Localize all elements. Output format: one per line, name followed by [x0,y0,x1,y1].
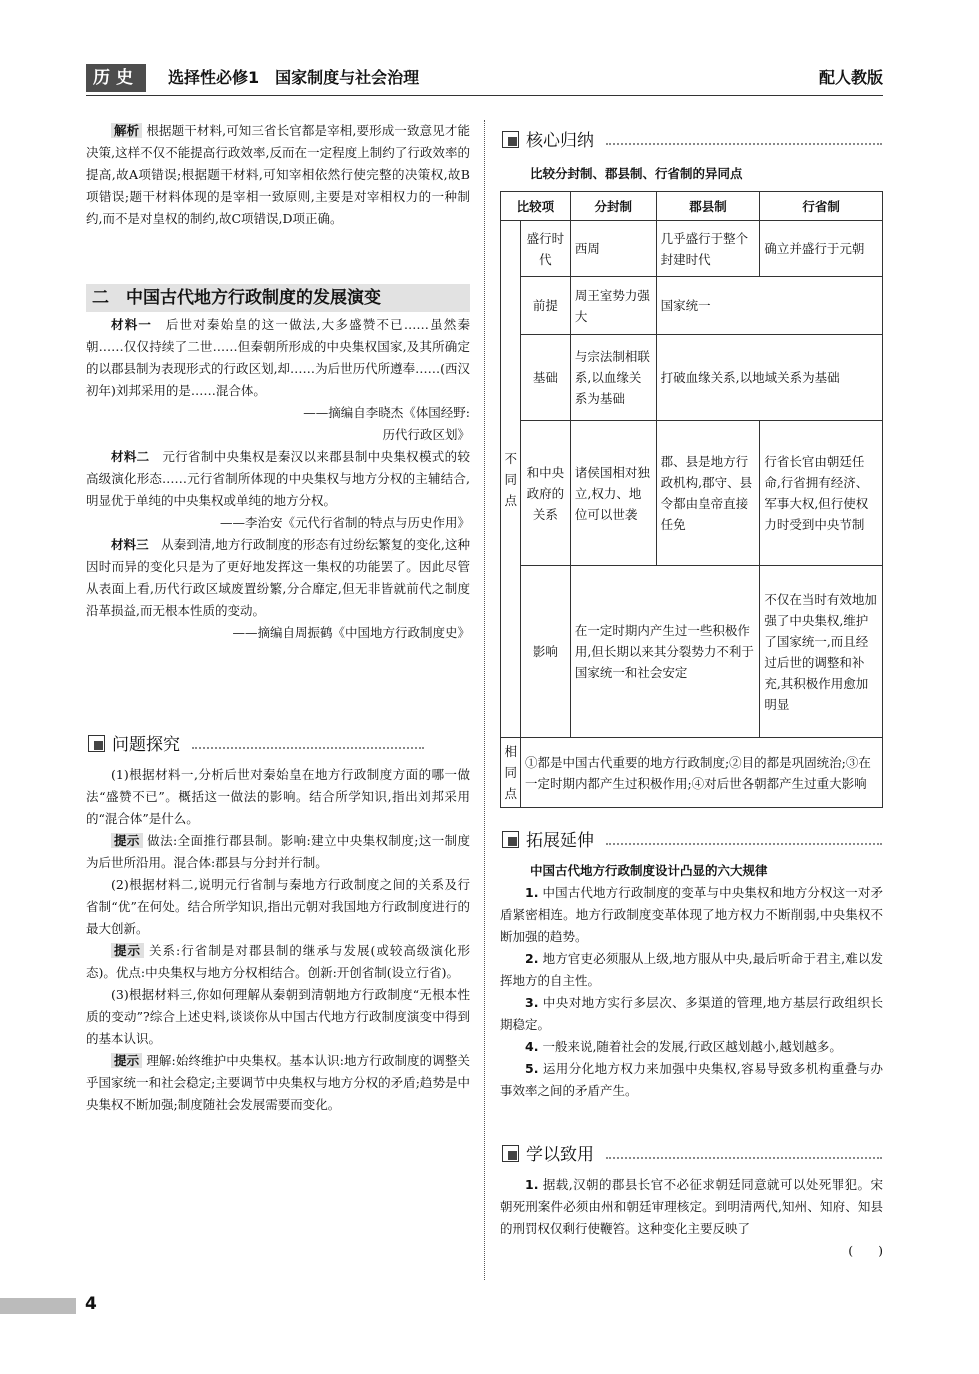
heading-dotted-line [192,747,424,749]
rule-item: 5. 运用分化地方权力来加强中央集权,容易导致多机构重叠与办事效率之间的矛盾产生。 [500,1061,883,1098]
table-cell: 不仅在当时有效地加强了中央集权,维护了国家统一,而且经过后世的调整和补充,其积极作用愈加明显 [760,566,883,738]
heading-dotted-line [606,143,882,145]
section-title: 二 中国古代地方行政制度的发展演变 [92,288,381,308]
material-2-label: 材料二 [111,449,150,464]
heading-dotted-line [606,1157,882,1159]
diff-label: 不同点 [504,450,517,508]
table-row [501,421,883,566]
apply-heading [502,1142,882,1166]
table-cell: 郡、县是地方行政机构,郡守、县令都由皇帝直接任免 [656,421,760,566]
table-cell: 国家统一 [656,277,882,335]
inquiry-heading-text: 问题探究 [112,735,180,755]
table-row [501,566,883,738]
same-label-cell [501,738,521,808]
table-cell: 与宗法制相联系,以血缘关系为基础 [570,335,656,421]
question-3: (3)根据材料三,你如何理解从秦朝到清朝地方行政制度“无根本性质的变动”?综合上述史料,谈谈你从中国古代地方行政制度演变中得到的基本认识。 [86,987,470,1046]
table-cell: 盛行时代 [520,221,570,277]
extension-heading-text: 拓展延伸 [526,831,594,851]
material-2-text: 元行省制中央集权是秦汉以来郡县制中央集权模式的较高级演化形态……元行省制所体现的中央集权与地方分权的主辅结合,明显优于单纯的中央集权或单纯的地方分权。 [86,449,470,508]
hint-label: 提示 [111,1053,142,1068]
inquiry-heading [88,732,424,756]
table-cell: 基础 [520,335,570,421]
page-header [86,64,883,92]
table-cell: 在一定时期内产生过一些积极作用,但长期以来其分裂势力不利于国家统一和社会安定 [570,566,759,738]
inquiry-block [86,764,470,1116]
table-cell: ①都是中国古代重要的地方行政制度;②目的都是巩固统治;③在一定时期内都产生过积极作用;④对后世各朝都产生过重大影响 [520,738,882,808]
book-title: 选择性必修1 国家制度与社会治理 [168,68,420,87]
table-head-cell: 郡县制 [656,192,760,221]
rule-item: 2. 地方官吏必须服从上级,地方服从中央,最后听命于君主,难以发挥地方的自主性。 [500,951,883,988]
table-cell: 周王室势力强大 [570,277,656,335]
table-cell: 几乎盛行于整个封建时代 [656,221,760,277]
same-label: 相同点 [504,744,517,801]
table-cell: 行省长官由朝廷任命,行省拥有经济、军事大权,但行使权力时受到中央节制 [760,421,883,566]
extension-block [500,860,883,1102]
page-number-bar [0,1298,76,1314]
analysis-text: 根据题干材料,可知三省长官都是宰相,要形成一致意见才能决策,这样不仅不能提高行政效率,反而在一定程度上制约了行政效率的提高,故A项错误;根据题干材料,可知宰相依然行使完整的决策权,故B项错误;题干材料体现的是宰相一致原则,主要是对宰相权力的一种制约,而不是对皇权的制约,故C项错误,D项正确。 [86,123,470,226]
table-row [501,221,883,277]
rule-item: 1. 中国古代地方行政制度的变革与中央集权和地方分权这一对矛盾紧密相连。地方行政制度变革体现了地方权力不断削弱,中央集权不断加强的趋势。 [500,885,883,944]
material-3-text: 从秦到清,地方行政制度的形态有过纷纭繁复的变化,这种因时而异的变化只是为了更好地发挥这一集权的功能罢了。因此尽管从表面上看,历代行政区域废置纷繁,分合靡定,但无非皆就前代之制度沿革损益,而无根本性质的变动。 [86,537,470,618]
column-divider [484,120,485,1280]
material-1-source-1: ——摘编自李晓杰《体国经野: [303,405,470,420]
core-heading [502,128,882,152]
publisher-label: 配人教版 [818,68,883,87]
table-cell: 西周 [570,221,656,277]
hint-label: 提示 [111,943,144,958]
exercise-1: 1. 据载,汉朝的郡县长官不必征求朝廷同意就可以处死罪犯。宋朝死刑案件必须由州和朝廷审理核定。到明清两代,知州、知府、知县的刑罚权仅剩行使鞭笞。这种变化主要反映了 [500,1177,883,1236]
section-marker-icon [88,735,105,752]
answer-3: 理解:始终维护中央集权。基本认识:地方行政制度的调整关乎国家统一和社会稳定;主要调节中央集权与地方分权的矛盾;趋势是中央集权不断加强;制度随社会发展需要而变化。 [86,1053,470,1112]
table-row [501,335,883,421]
section-marker-icon [502,131,519,148]
answer-blank: ( ) [848,1243,883,1258]
table-cell: 确立并盛行于元朝 [760,221,883,277]
question-2: (2)根据材料二,说明元行省制与秦地方行政制度之间的关系及行省制“优”在何处。结合所学知识,指出元朝对我国地方行政制度进行的最大创新。 [86,877,470,936]
apply-heading-text: 学以致用 [526,1145,594,1165]
table-row [501,277,883,335]
heading-dotted-line [606,843,882,845]
table-header-row [501,192,883,221]
extension-title: 中国古代地方行政制度设计凸显的六大规律 [530,863,768,878]
table-caption: 比较分封制、郡县制、行省制的异同点 [530,166,743,181]
material-1-source-2: 历代行政区划》 [382,427,470,442]
comparison-table [500,191,883,808]
hint-label: 提示 [111,833,143,848]
answer-1: 做法:全面推行郡县制。影响:建立中央集权制度;这一制度为后世所沿用。混合体:郡县与分封并行制。 [86,833,470,870]
section-marker-icon [502,831,519,848]
header-rule [86,95,883,96]
table-cell: 影响 [520,566,570,738]
core-heading-text: 核心归纳 [526,131,594,151]
table-row [501,738,883,808]
material-3-source: ——摘编自周振鹤《中国地方行政制度史》 [232,625,470,640]
analysis-block [86,120,470,230]
subject-tag: 历史 [86,64,146,92]
question-1: (1)根据材料一,分析后世对秦始皇在地方行政制度方面的哪一做法“盛赞不已”。概括这一做法的影响。结合所学知识,指出刘邦采用的“混合体”是什么。 [86,767,470,826]
material-3-label: 材料三 [111,537,149,552]
section-title-bar [86,284,470,312]
table-cell: 诸侯国相对独立,权力、地位可以世袭 [570,421,656,566]
rule-item: 3. 中央对地方实行多层次、多渠道的管理,地方基层行政组织长期稳定。 [500,995,883,1032]
page-number: 4 [85,1294,97,1314]
material-2-source: ——李治安《元代行省制的特点与历史作用》 [219,515,470,530]
table-head-cell: 分封制 [570,192,656,221]
table-cell: 和中央政府的关系 [520,421,570,566]
section-marker-icon [502,1145,519,1162]
table-head-cell: 行省制 [760,192,883,221]
table-head-cell: 比较项 [501,192,571,221]
table-cell: 前提 [520,277,570,335]
materials-block [86,314,470,644]
exercise-block [500,1174,883,1262]
material-1-label: 材料一 [111,317,153,332]
extension-heading [502,828,882,852]
analysis-label: 解析 [111,123,142,138]
table-cell: 打破血缘关系,以地域关系为基础 [656,335,882,421]
answer-2: 关系:行省制是对郡县制的继承与发展(或较高级演化形态)。优点:中央集权与地方分权相结合。创新:开创省制(设立行省)。 [86,943,470,980]
rule-item: 4. 一般来说,随着社会的发展,行政区越划越小,越划越多。 [525,1039,842,1054]
material-1-text: 后世对秦始皇的这一做法,大多盛赞不已……虽然秦朝……仅仅持续了二世……但秦朝所形成的中央集权国家,及其所确定的以郡县制为表现形式的行政区划,却……为后世历代所遵奉……(西汉初年)刘邦采用的是……混合体。 [86,317,470,398]
diff-label-cell [501,221,521,738]
